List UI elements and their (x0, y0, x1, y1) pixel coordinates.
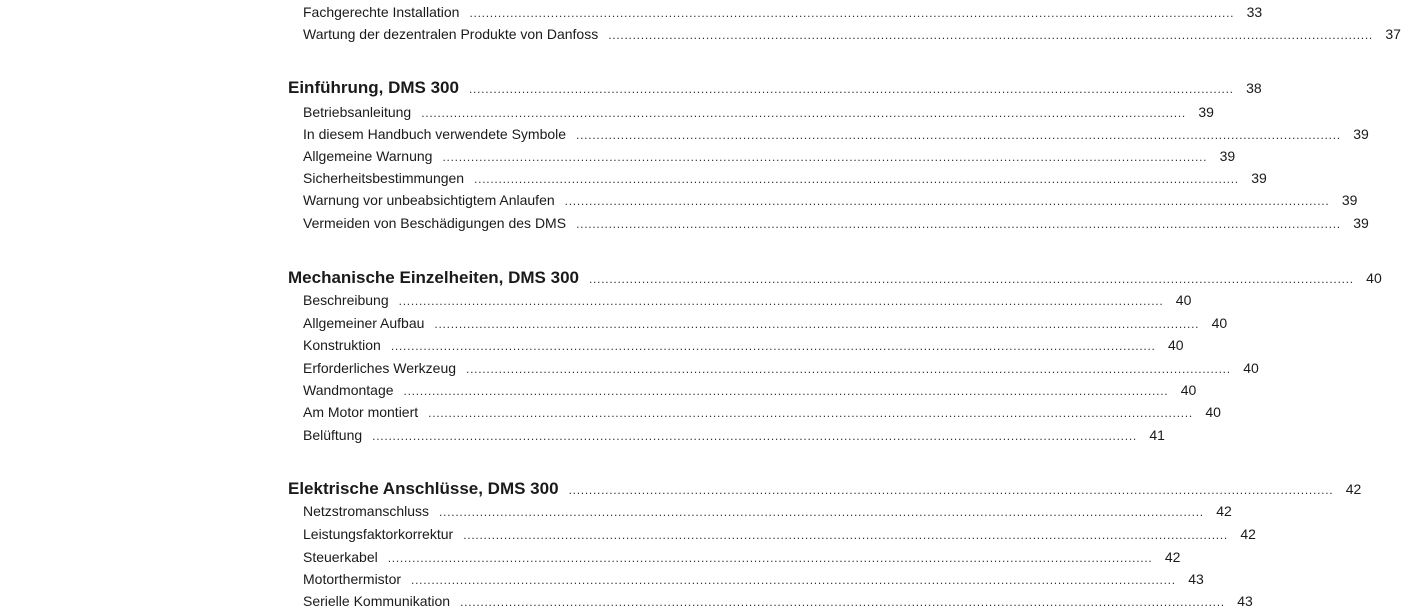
toc-entry-title: Allgemeiner Aufbau (303, 315, 425, 331)
toc-leader (589, 267, 1352, 291)
toc-entry[interactable] (288, 189, 1358, 211)
toc-page-number: 42 (1345, 481, 1362, 497)
toc-section-heading[interactable] (288, 76, 1262, 100)
toc-entry-title: Sicherheitsbestimmungen (303, 170, 465, 186)
toc-entry-title: Motorthermistor (303, 571, 402, 587)
toc-page-number: 41 (1149, 427, 1165, 443)
toc-entry-title: Warnung vor unbeabsichtigtem Anlaufen (303, 192, 555, 208)
toc-leader (411, 569, 1174, 591)
toc-page-number: 33 (1246, 4, 1263, 20)
toc-leader (388, 547, 1151, 569)
toc-page-number: 40 (1211, 315, 1228, 331)
toc-leader (569, 478, 1332, 502)
toc-section-heading[interactable] (288, 266, 1382, 290)
toc-entry-title: Serielle Kommunikation (303, 593, 451, 609)
toc-leader (460, 591, 1223, 613)
toc-leader (404, 380, 1167, 402)
toc-entry[interactable] (288, 401, 1221, 423)
toc-page-number: 40 (1180, 382, 1197, 398)
toc-entry[interactable] (288, 1, 1263, 23)
toc-entry-title: Wartung der dezentralen Produkte von Danfoss (303, 26, 599, 42)
toc-leader (576, 124, 1339, 146)
toc-leader (391, 335, 1154, 357)
toc-leader (576, 213, 1339, 235)
toc-entry[interactable] (288, 523, 1256, 545)
toc-entry-title: Am Motor montiert (303, 404, 419, 420)
toc-leader (469, 77, 1232, 101)
toc-page-number: 38 (1246, 80, 1262, 96)
toc-page-number: 40 (1168, 337, 1184, 353)
toc-section-title: Elektrische Anschlüsse, DMS 300 (288, 479, 559, 498)
toc-page-number: 39 (1341, 192, 1358, 208)
toc-page-number: 40 (1205, 404, 1221, 420)
toc-leader (428, 402, 1191, 424)
toc-entry[interactable] (288, 123, 1369, 145)
toc-leader (608, 24, 1371, 46)
toc-entry[interactable] (288, 379, 1197, 401)
toc-leader (463, 524, 1226, 546)
toc-entry[interactable] (288, 590, 1253, 612)
toc-entry-title: Beschreibung (303, 292, 389, 308)
toc-entry-title: Leistungsfaktorkorrektur (303, 526, 454, 542)
toc-leader (439, 501, 1202, 523)
toc-entry-title: Steuerkabel (303, 549, 378, 565)
toc-entry-title: In diesem Handbuch verwendete Symbole (303, 126, 567, 142)
toc-entry[interactable] (288, 568, 1204, 590)
toc-entry[interactable] (288, 424, 1165, 446)
toc-entry-title: Netzstromanschluss (303, 503, 430, 519)
toc-entry-title: Allgemeine Warnung (303, 148, 433, 164)
toc-entry[interactable] (288, 167, 1267, 189)
toc-page-number: 39 (1198, 104, 1214, 120)
toc-entry[interactable] (288, 312, 1228, 334)
toc-leader (421, 102, 1184, 124)
toc-entry-title: Erforderliches Werkzeug (303, 360, 457, 376)
toc-entry[interactable] (288, 357, 1259, 379)
toc-entry[interactable] (288, 334, 1184, 356)
toc-entry-title: Betriebsanleitung (303, 104, 412, 120)
toc-page-number: 39 (1353, 215, 1369, 231)
toc-entry-title: Konstruktion (303, 337, 381, 353)
toc-entry-title: Wandmontage (303, 382, 394, 398)
toc-entry[interactable] (288, 289, 1192, 311)
toc-page-number: 42 (1216, 503, 1232, 519)
toc-leader (565, 190, 1328, 212)
toc-entry[interactable] (288, 546, 1181, 568)
toc-leader (399, 290, 1162, 312)
toc-page-number: 42 (1164, 549, 1181, 565)
toc-page-number: 43 (1237, 593, 1253, 609)
toc-section-title: Mechanische Einzelheiten, DMS 300 (288, 268, 579, 287)
toc-entry-title: Vermeiden von Beschädigungen des DMS (303, 215, 567, 231)
table-of-contents (288, 0, 1401, 609)
toc-page-number: 40 (1366, 270, 1382, 286)
toc-page-number: 39 (1219, 148, 1236, 164)
toc-entry[interactable] (288, 212, 1369, 234)
toc-section-heading[interactable] (288, 477, 1362, 501)
toc-leader (372, 425, 1135, 447)
toc-entry[interactable] (288, 101, 1214, 123)
toc-page-number: 43 (1188, 571, 1204, 587)
toc-section-title: Einführung, DMS 300 (288, 78, 459, 97)
toc-entry-title: Fachgerechte Installation (303, 4, 460, 20)
toc-leader (469, 2, 1232, 24)
toc-page-number: 37 (1385, 26, 1401, 42)
toc-leader (474, 168, 1237, 190)
toc-page-number: 39 (1251, 170, 1267, 186)
toc-entry[interactable] (288, 500, 1232, 522)
toc-leader (442, 146, 1205, 168)
toc-page-number: 40 (1175, 292, 1192, 308)
toc-entry[interactable] (288, 23, 1401, 45)
toc-leader (466, 358, 1229, 380)
toc-leader (434, 313, 1197, 335)
toc-page-number: 39 (1353, 126, 1369, 142)
toc-page-number: 42 (1240, 526, 1256, 542)
toc-entry-title: Belüftung (303, 427, 363, 443)
toc-entry[interactable] (288, 145, 1236, 167)
toc-page-number: 40 (1243, 360, 1259, 376)
